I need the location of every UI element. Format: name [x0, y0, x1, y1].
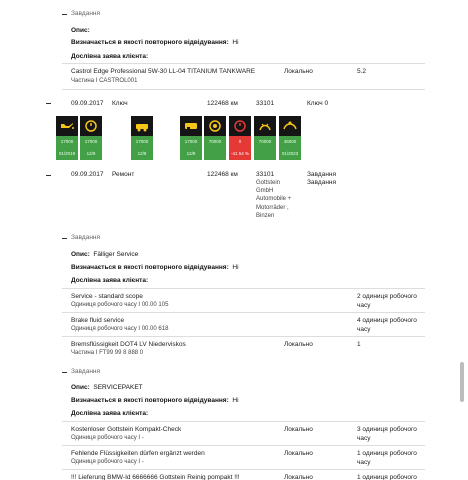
job-qty: 1 одиниця робочого: [357, 474, 417, 480]
service-tile-value: 17000: [131, 136, 153, 148]
repeat-visit-row: Визначається в якості повторного відвідування: Hi: [71, 397, 239, 404]
divider: [62, 89, 425, 90]
repeat-visit-value: Hi: [232, 39, 239, 46]
service-tile-value: 0: [229, 136, 251, 148]
job-sub: Частина I FT99 99 8 888 0: [71, 350, 144, 356]
visit-date: 09.09.2017: [71, 100, 104, 107]
service-tile-value: 17000: [56, 136, 78, 148]
job-qty: 4 одиниця робочого: [357, 317, 417, 324]
service-tile-due: -41 54 %: [229, 148, 251, 160]
part-location: Локально: [284, 68, 313, 75]
visit-mileage: 122468 км: [207, 171, 238, 178]
collapse-dash[interactable]: [62, 14, 67, 15]
oil-can-icon: [56, 116, 78, 136]
job-qty: 3 одиниця робочого: [357, 426, 417, 433]
service-tile[interactable]: [204, 116, 226, 160]
service-tile[interactable]: [80, 116, 102, 160]
service-tile-due: 12/8: [131, 148, 153, 160]
job-name: Service - standard scope: [71, 293, 143, 300]
divider: [62, 445, 425, 446]
service-tile-due: 12/8: [180, 148, 202, 160]
service-tile-due: 12/8: [80, 148, 102, 160]
service-tile[interactable]: [279, 116, 301, 160]
client-request-label: Дослівна заява клієнта:: [71, 277, 149, 284]
brake-fluid-icon: [80, 116, 102, 136]
job-qty-unit: часу: [357, 435, 371, 442]
section-label: Завдання: [71, 234, 101, 241]
description-value: SERVICEPAKET: [93, 384, 143, 391]
visit-key: Ключ 0: [307, 100, 329, 107]
service-tile-value: 46000: [279, 136, 301, 148]
job-qty: 1 одиниця робочого: [357, 450, 417, 457]
section-label: Завдання: [71, 368, 101, 375]
client-request-label: Дослівна заява клієнта:: [71, 410, 149, 417]
service-tile[interactable]: [56, 116, 78, 160]
service-tile[interactable]: [131, 116, 153, 160]
divider: [62, 63, 425, 64]
service-tile-value: 70000: [204, 136, 226, 148]
description-row: Опис: SERVICEPAKET: [71, 384, 143, 391]
job-sub: Одиниця робочого часу I 00.00 105: [71, 302, 169, 308]
collapse-dash[interactable]: [62, 372, 67, 373]
divider: [62, 312, 425, 313]
service-tile[interactable]: [180, 116, 202, 160]
part-name: Castrol Edge Professional 5W-30 LL-04 TITANIUM TANKWARE: [71, 68, 256, 75]
job-qty-unit: часу: [357, 459, 371, 466]
divider: [62, 421, 425, 422]
job-location: Локально: [284, 341, 313, 348]
visit-code: 33101: [256, 171, 275, 178]
microfilter-icon: [279, 116, 301, 136]
collapse-dash[interactable]: [46, 103, 51, 104]
repeat-visit-row: Визначається в якості повторного відвідування: Hi: [71, 39, 239, 46]
service-tile[interactable]: [229, 116, 251, 160]
vehicle-check-icon: [131, 116, 153, 136]
description-label: Опис:: [71, 27, 90, 34]
task-link[interactable]: Завдання: [307, 171, 337, 178]
job-qty-unit: часу: [357, 326, 371, 333]
visit-date: 09.09.2017: [71, 171, 104, 178]
collapse-dash[interactable]: [62, 238, 67, 239]
job-location: Локально: [284, 426, 313, 433]
dealer-line: GmbH: [256, 188, 274, 194]
service-tile-value: 17000: [80, 136, 102, 148]
description-row: Опис: Fälliger Service: [71, 251, 139, 258]
brake-pad-front-icon: [180, 116, 202, 136]
visit-code: 33101: [256, 100, 275, 107]
section-label: Завдання: [71, 10, 101, 17]
job-name: !!! Lieferung BMW-Id 6666666 Gottstein Reinig pompakt !!!: [71, 474, 240, 480]
job-name: Fehlende Flüssigkeiten dürfen ergänzt werden: [71, 450, 205, 457]
divider: [62, 288, 425, 289]
task-link[interactable]: Завдання: [307, 179, 337, 186]
job-qty-unit: часу: [357, 302, 371, 309]
job-sub: Одиниця робочого часу I -: [71, 435, 144, 441]
job-sub: Одиниця робочого часу I -: [71, 459, 144, 465]
visit-mileage: 122468 км: [207, 100, 238, 107]
service-tile-due: [204, 148, 226, 160]
visit-type: Ключ: [112, 100, 128, 107]
divider: [62, 336, 425, 337]
brake-disc-icon: [204, 116, 226, 136]
visit-type: Ремонт: [112, 171, 135, 178]
job-qty: 2 одиниця робочого: [357, 293, 417, 300]
job-name: Bremsflüssigkeit DOT4 LV Niederviskos: [71, 341, 186, 348]
job-name: Kostenloser Gottstein Kompakt-Check: [71, 426, 182, 433]
collapse-dash[interactable]: [46, 175, 51, 176]
repeat-visit-row: Визначається в якості повторного відвідування: Hi: [71, 264, 239, 271]
service-tile-due: 01/2019: [56, 148, 78, 160]
service-tile[interactable]: [254, 116, 276, 160]
part-quantity: 5.2: [357, 68, 367, 75]
vertical-scrollbar-thumb[interactable]: [460, 362, 464, 402]
service-tile-due: [254, 148, 276, 160]
job-qty: 1: [357, 341, 361, 348]
spark-plug-icon: [229, 116, 251, 136]
job-sub: Одиниця робочого часу I 00.00 618: [71, 326, 169, 332]
divider: [62, 469, 425, 470]
dealer-line: Binzen: [256, 213, 275, 219]
brake-pad-rear-icon: [254, 116, 276, 136]
job-name: Brake fluid service: [71, 317, 125, 324]
dealer-line: Automobile +: [256, 196, 292, 202]
job-location: Локально: [284, 474, 313, 480]
repeat-visit-value: Hi: [232, 264, 239, 271]
dealer-line: Motorräder ,: [256, 205, 289, 211]
description-value: Fälliger Service: [93, 251, 139, 258]
service-tile-due: 01/2023: [279, 148, 301, 160]
service-tile-value: 17000: [180, 136, 202, 148]
dealer-line: Gottstein: [256, 180, 281, 186]
client-request-label: Дослівна заява клієнта:: [71, 53, 149, 60]
service-tile-value: 70000: [254, 136, 276, 148]
job-location: Локально: [284, 450, 313, 457]
repeat-visit-value: Hi: [232, 397, 239, 404]
part-number: Частина I CASTROL001: [71, 78, 138, 84]
